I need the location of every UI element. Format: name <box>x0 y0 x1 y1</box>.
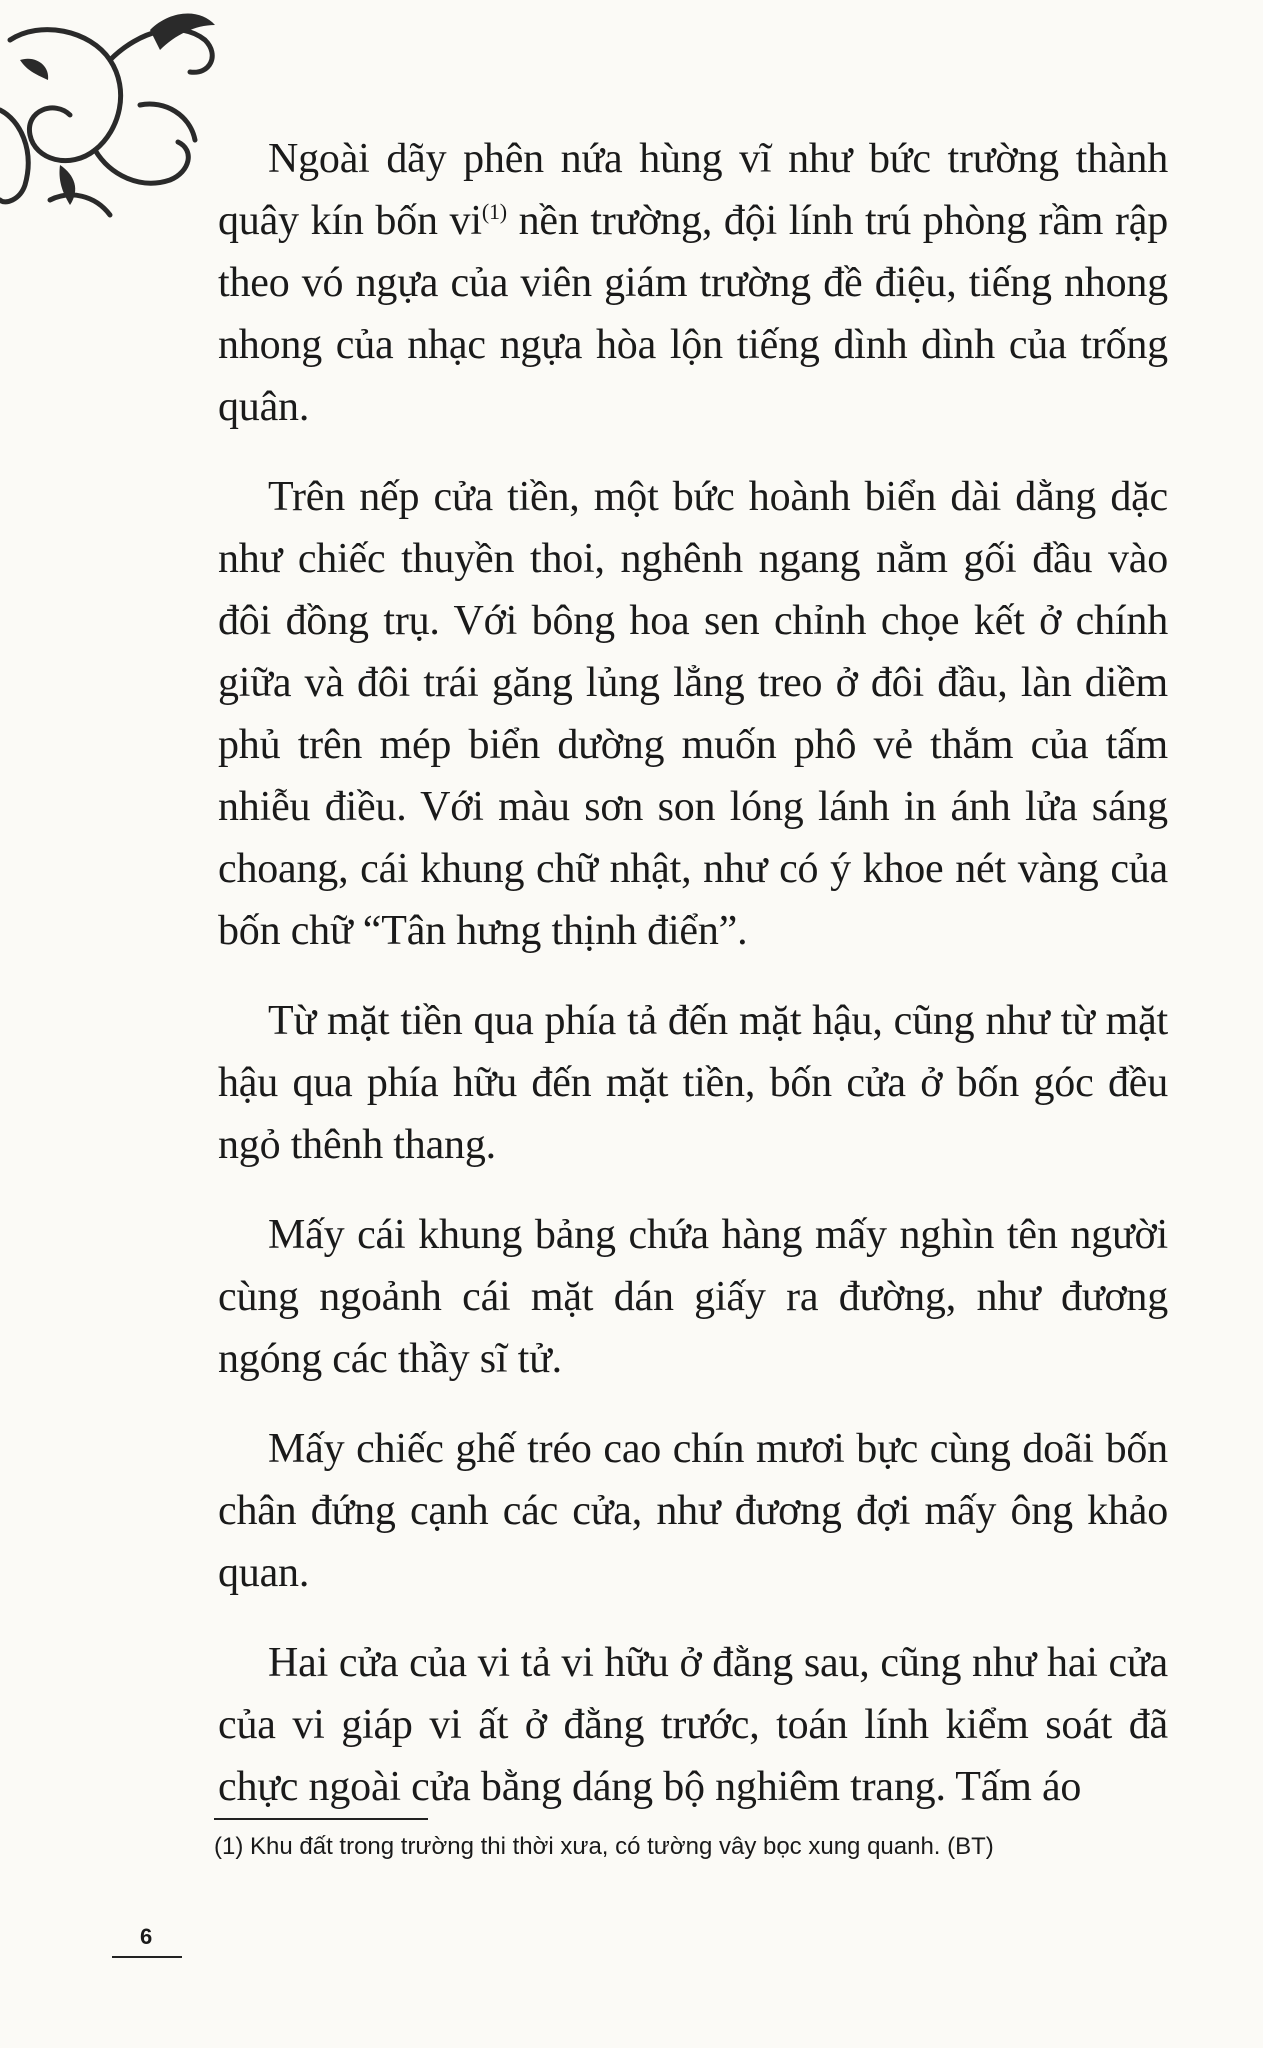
floral-scroll-ornament-icon <box>0 0 230 230</box>
paragraph-5: Mấy chiếc ghế tréo cao chín mươi bực cùng doãi bốn chân đứng cạnh các cửa, như đương đợi mấy ông khảo quan. <box>218 1426 1168 1596</box>
page-number: 6 <box>140 1924 153 1949</box>
paragraph-1 <box>218 128 1168 438</box>
paragraph-6: Hai cửa của vi tả vi hữu ở đằng sau, cũng như hai cửa của vi giáp vi ất ở đằng trước, toán lính kiểm soát đã chực ngoài cửa bằng dáng bộ nghiêm trang. Tấm áo <box>218 1640 1168 1810</box>
page-number-underline <box>112 1956 182 1958</box>
paragraph-2: Trên nếp cửa tiền, một bức hoành biển dài dằng dặc như chiếc thuyền thoi, nghênh ngang nằm gối đầu vào đôi đồng trụ. Với bông hoa sen chỉnh chọe kết ở chính giữa và đôi trái găng lủng lẳng treo ở đôi đầu, làn diềm phủ trên mép biển dường muốn phô vẻ thắm của tấm nhiễu điều. Với màu sơn son lóng lánh in ánh lửa sáng choang, cái khung chữ nhật, như có ý khoe nét vàng của bốn chữ “Tân hưng thịnh điển”. <box>218 474 1168 954</box>
main-text <box>218 128 1168 1846</box>
paragraph-1-text: Ngoài dãy phên nứa hùng vĩ như bức trường thành quây kín bốn vi <box>218 136 1168 244</box>
footnote: (1) Khu đất trong trường thi thời xưa, có tường vây bọc xung quanh. (BT) <box>214 1833 994 1860</box>
paragraph-1-text-cont: nền trường, đội lính trú phòng rầm rập theo vó ngựa của viên giám trường đề điệu, tiếng nhong nhong của nhạc ngựa hòa lộn tiếng dình dình của trống quân. <box>218 198 1169 430</box>
footnote-reference: (1) <box>481 199 507 224</box>
paragraph-4: Mấy cái khung bảng chứa hàng mấy nghìn tên người cùng ngoảnh cái mặt dán giấy ra đường, như đương ngóng các thầy sĩ tử. <box>218 1212 1168 1382</box>
paragraph-3: Từ mặt tiền qua phía tả đến mặt hậu, cũng như từ mặt hậu qua phía hữu đến mặt tiền, bốn cửa ở bốn góc đều ngỏ thênh thang. <box>218 998 1168 1168</box>
footnote-divider <box>214 1818 428 1820</box>
